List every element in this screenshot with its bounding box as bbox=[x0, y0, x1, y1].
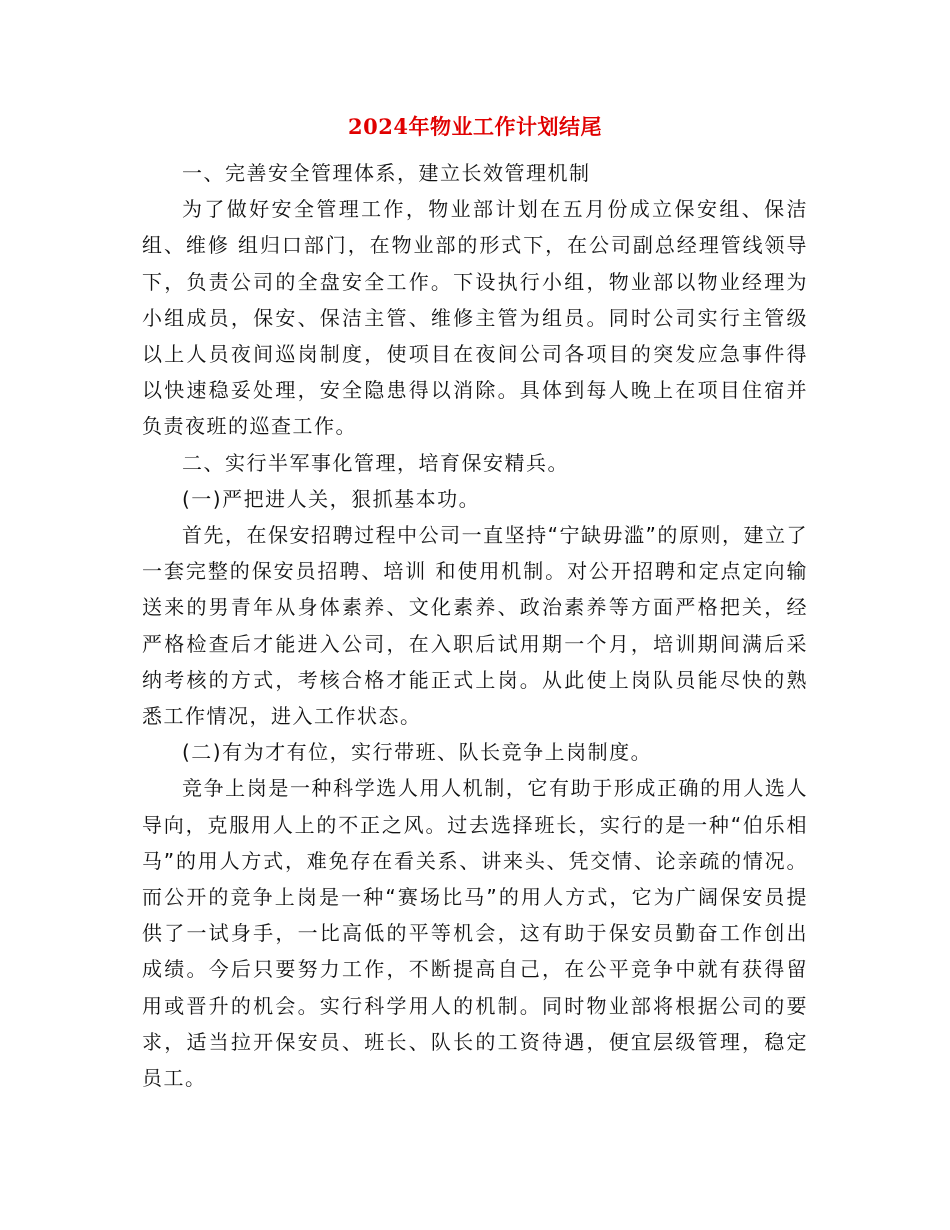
section-heading-2: 二、实行半军事化管理，培育保安精兵。 bbox=[182, 450, 569, 475]
section-heading-1: 一、完善安全管理体系，建立长效管理机制 bbox=[182, 161, 591, 185]
paragraph-3: 竞争上岗是一种科学选人用人机制，它有助于形成正确的用人选人导向，克服用人上的不正之风。过去选择班长，实行的是一种“伯乐相马”的用人方式，难免存在看关系、讲来头、凭交情、论亲疏的情况。而公开的竞争上岗是一种“赛场比马”的用人方式，它为广阔保安员提供了一试身手，一比高低的平等机会，这有助于保安员勤奋工作创出成绩。今后只要努力工作，不断提高自己，在公平竞争中就有获得留用或晋升的机会。实行科学用人的机制。同时物业部将根据公司的要求，适当拉开保安员、班长、队长的工资待遇，便宜层级管理，稳定员工。 bbox=[142, 776, 808, 1091]
document-body bbox=[142, 155, 808, 1096]
subsection-heading-1: (一)严把进人关，狠抓基本功。 bbox=[182, 486, 481, 511]
document-title: 2024年物业工作计划结尾 bbox=[348, 114, 602, 139]
paragraph-1: 为了做好安全管理工作，物业部计划在五月份成立保安组、保洁组、维修 组归口部门，在物业部的形式下，在公司副总经理管线领导下，负责公司的全盘安全工作。下设执行小组，物业部以物业经理为小组成员，保安、保洁主管、维修主管为组员。同时公司实行主管级以上人员夜间巡岗制度，使项目在夜间公司各项目的突发应急事件得以快速稳妥处理，安全隐患得以消除。具体到每人晚上在项目住宿并负责夜班的巡查工作。 bbox=[142, 197, 808, 439]
subsection-heading-2: (二)有为才有位，实行带班、队长竞争上岗制度。 bbox=[182, 740, 653, 765]
paragraph-2: 首先，在保安招聘过程中公司一直坚持“宁缺毋滥”的原则，建立了一套完整的保安员招聘、培训 和使用机制。对公开招聘和定点定向输送来的男青年从身体素养、文化素养、政治素养等方面严格把关，经严格检查后才能进入公司，在入职后试用期一个月，培训期间满后采纳考核的方式，考核合格才能正式上岗。从此使上岗队员能尽快的熟悉工作情况，进入工作状态。 bbox=[142, 523, 808, 729]
